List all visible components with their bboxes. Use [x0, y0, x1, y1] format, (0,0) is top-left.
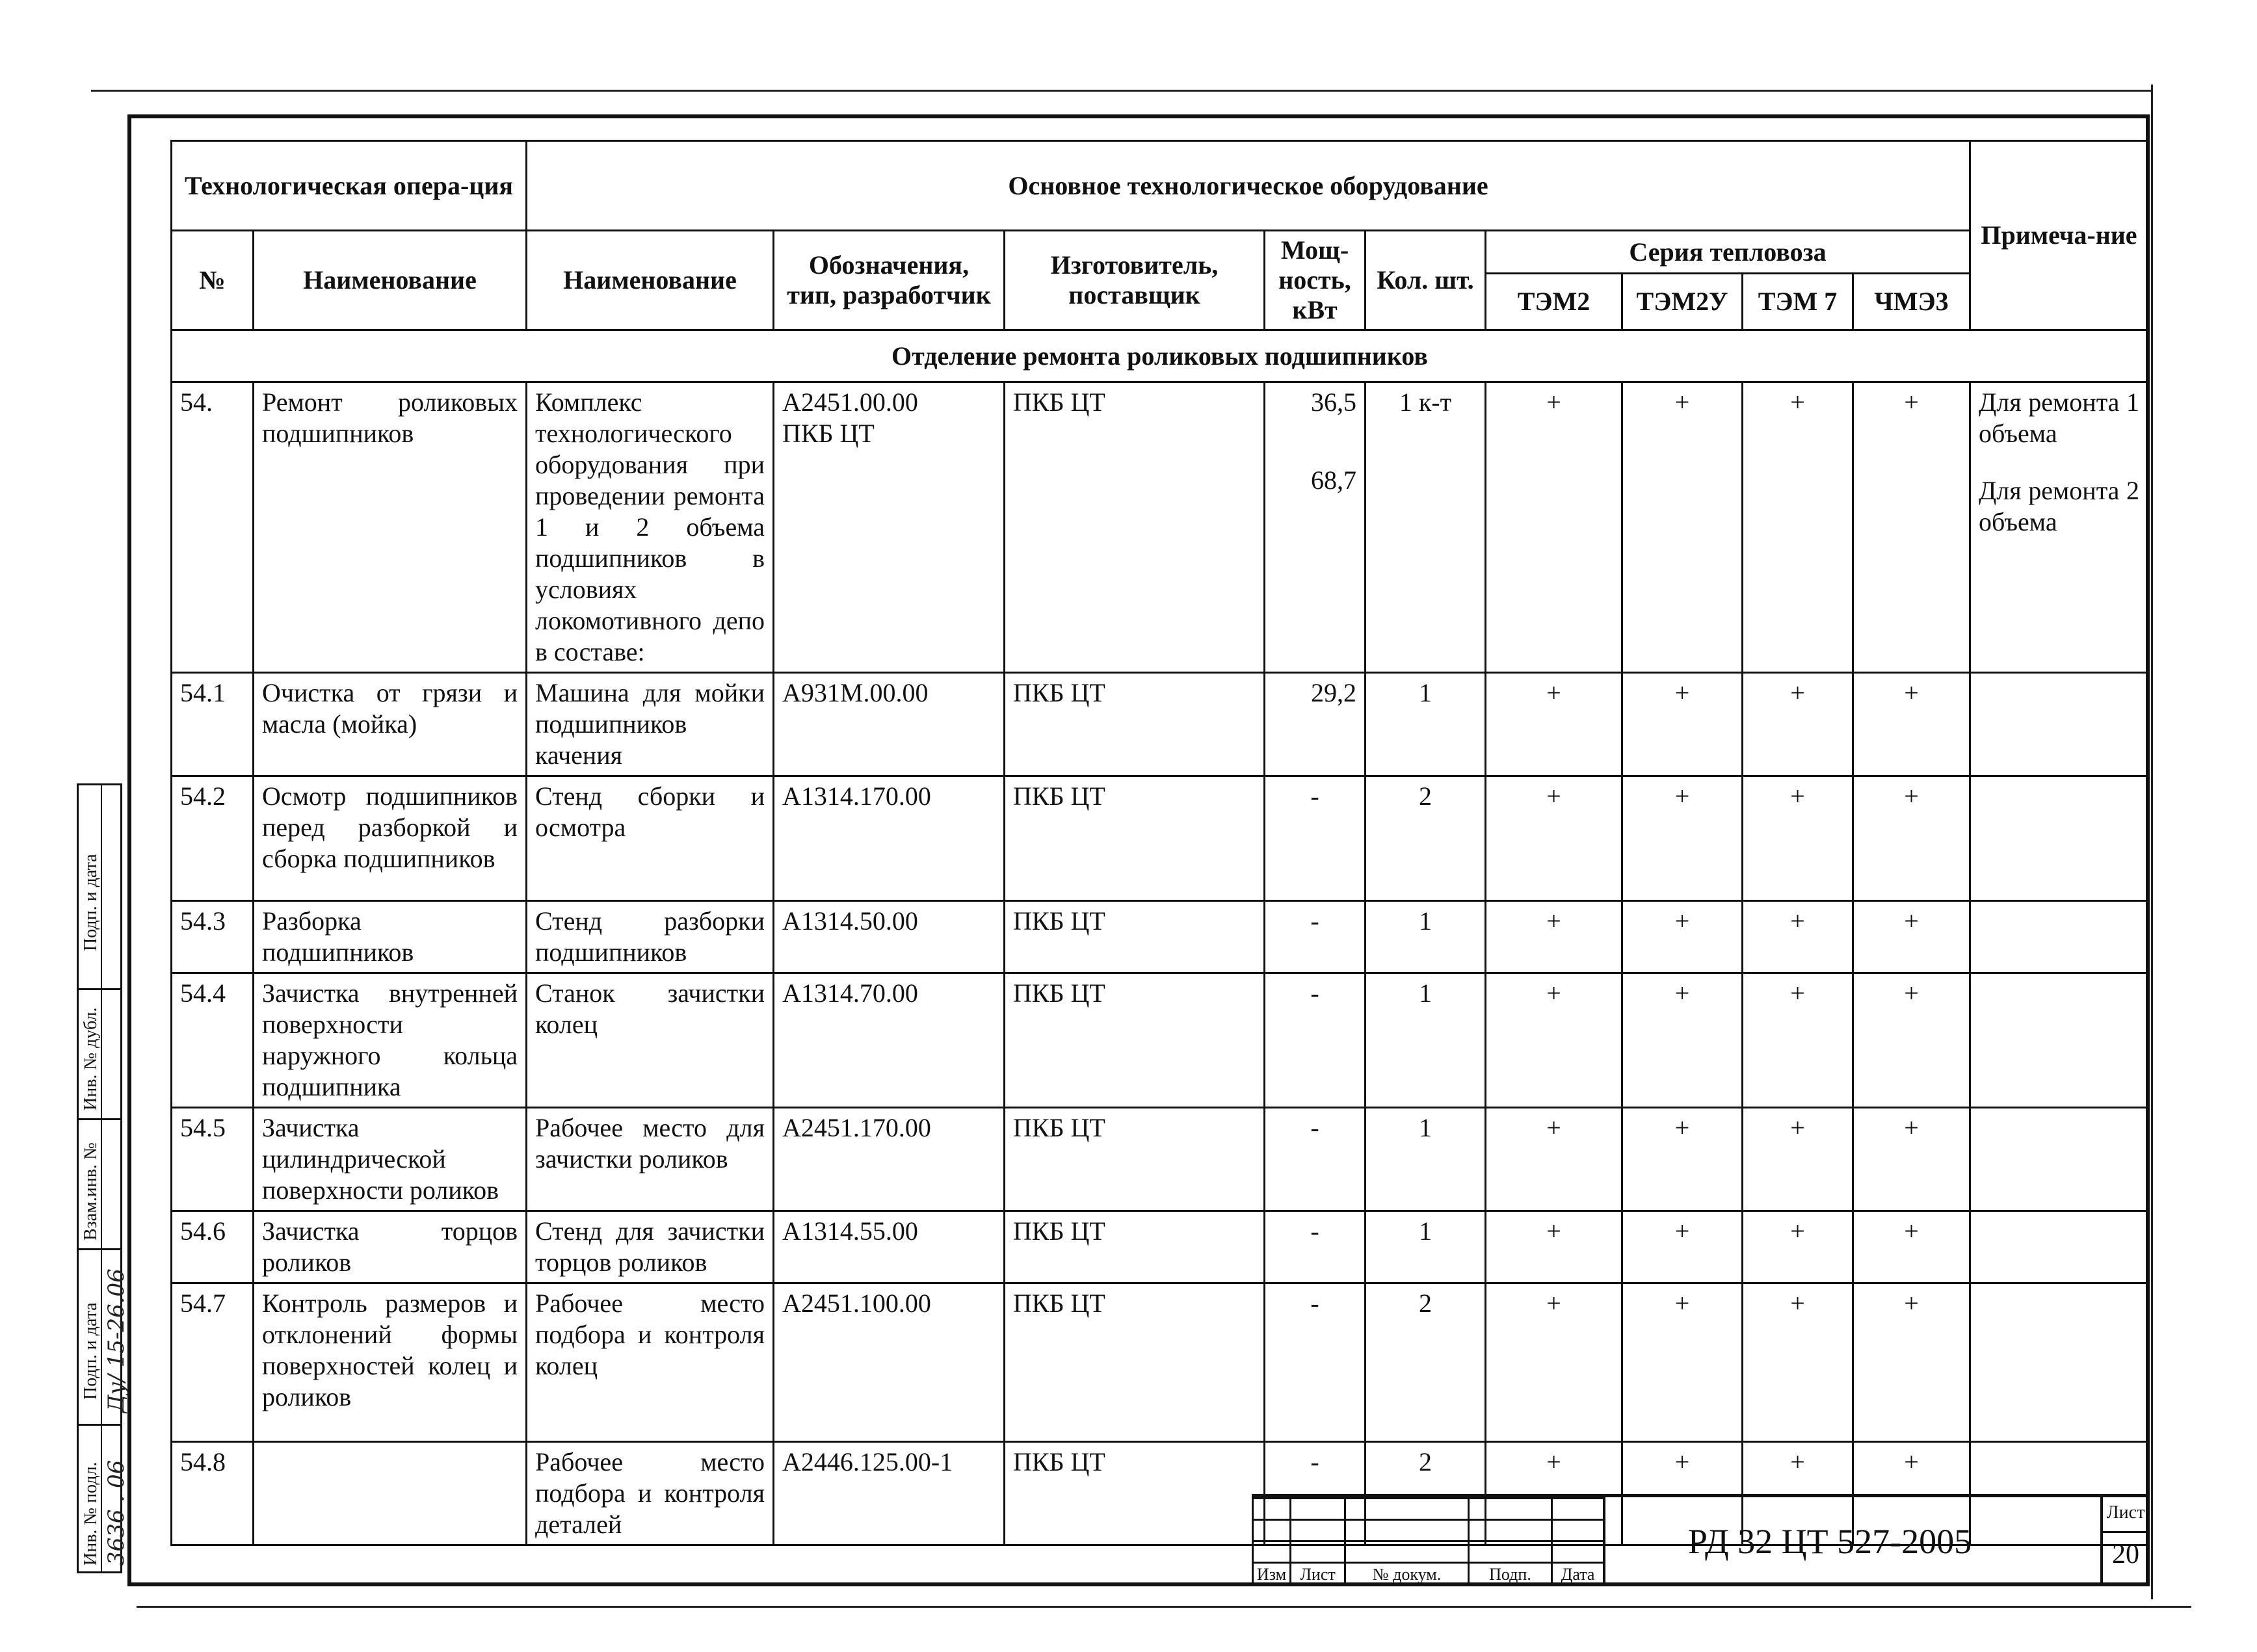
- row-qty: 1: [1366, 901, 1486, 973]
- row-operation: Осмотр подшипников перед разборкой и сборка подшипников: [254, 776, 527, 901]
- row-no: 54.2: [172, 776, 254, 901]
- header-designation: Обозначения, тип, разработчик: [774, 231, 1005, 330]
- row-maker: ПКБ ЦТ: [1005, 1211, 1265, 1283]
- row-qty: 2: [1366, 776, 1486, 901]
- row-maker: ПКБ ЦТ: [1005, 1442, 1265, 1545]
- row-series-3: +: [1743, 1442, 1853, 1545]
- row-series-3: +: [1743, 673, 1853, 776]
- row-note: [1970, 382, 2148, 673]
- side-cell-podp-data-2: [79, 785, 120, 990]
- row-operation: Очистка от грязи и масла (мойка): [254, 673, 527, 776]
- table-row: [172, 382, 2148, 673]
- row-series-3: +: [1743, 973, 1853, 1108]
- row-no: 54.1: [172, 673, 254, 776]
- header-series-4: ЧМЭ3: [1853, 274, 1970, 330]
- sheet-divider: [2103, 1531, 2148, 1533]
- row-no: 54.6: [172, 1211, 254, 1283]
- side-label-inv-podl: Инв. № подл.: [81, 1462, 101, 1566]
- row-power: 29,2: [1265, 673, 1366, 776]
- row-equipment: Комплекс технологического оборудования при проведении ремонта 1 и 2 объема подшипников в условиях локомотивного депо в составе:: [527, 382, 774, 673]
- header-maker: Изготовитель, поставщик: [1005, 231, 1265, 330]
- row-series-4: +: [1853, 1442, 1970, 1545]
- row-series-1: +: [1486, 1442, 1622, 1545]
- table-row: [172, 901, 2148, 973]
- row-designation: [774, 382, 1005, 673]
- row-series-2: +: [1622, 973, 1743, 1108]
- row-power: -: [1265, 1108, 1366, 1211]
- row-note: [1970, 1211, 2148, 1283]
- row-operation: Разборка подшипников: [254, 901, 527, 973]
- row-series-2: +: [1622, 673, 1743, 776]
- row-designation: А1314.50.00: [774, 901, 1005, 973]
- row-note: [1970, 1108, 2148, 1211]
- side-cell-podp-data-1: [79, 1250, 129, 1426]
- table-row: [172, 1283, 2148, 1442]
- row-qty: 1: [1366, 673, 1486, 776]
- row-series-2: +: [1622, 1108, 1743, 1211]
- row-qty: 2: [1366, 1442, 1486, 1545]
- row-equipment: Стенд для зачистки торцов роликов: [527, 1211, 774, 1283]
- row-no: 54.3: [172, 901, 254, 973]
- row-note-2: Для ремонта 2 объема: [1979, 476, 2139, 536]
- row-qty: 1 к-т: [1366, 382, 1486, 673]
- row-note: [1970, 776, 2148, 901]
- row-operation: Ремонт роликовых подшипников: [254, 382, 527, 673]
- row-series-4: +: [1853, 1108, 1970, 1211]
- tb-label-izm: Изм: [1253, 1563, 1291, 1586]
- row-series-3: +: [1743, 1108, 1853, 1211]
- row-no: 54.: [172, 382, 254, 673]
- row-designation: А931М.00.00: [774, 673, 1005, 776]
- handwritten-signature-date: Ду/ 15-26.06: [103, 1268, 129, 1413]
- row-equipment: Стенд разборки подшипников: [527, 901, 774, 973]
- title-block: [1252, 1494, 2146, 1586]
- row-no: 54.5: [172, 1108, 254, 1211]
- row-designation: А1314.55.00: [774, 1211, 1005, 1283]
- row-series-1: +: [1486, 1108, 1622, 1211]
- table-row: [172, 973, 2148, 1108]
- row-series-3: +: [1743, 1283, 1853, 1442]
- row-no: 54.4: [172, 973, 254, 1108]
- row-series-3: +: [1743, 382, 1853, 673]
- row-equipment: Рабочее место подбора и контроля деталей: [527, 1442, 774, 1545]
- row-maker: ПКБ ЦТ: [1005, 1108, 1265, 1211]
- row-note-1: Для ремонта 1 объема: [1979, 387, 2139, 448]
- row-maker: ПКБ ЦТ: [1005, 673, 1265, 776]
- row-series-1: +: [1486, 382, 1622, 673]
- sheet-number: 20: [2112, 1540, 2139, 1569]
- row-operation: Зачистка торцов роликов: [254, 1211, 527, 1283]
- row-operation: Контроль размеров и отклонений формы поверхностей колец и роликов: [254, 1283, 527, 1442]
- tb-label-date: Дата: [1552, 1563, 1604, 1586]
- row-series-2: +: [1622, 776, 1743, 901]
- row-series-2: +: [1622, 1283, 1743, 1442]
- header-series: Серия тепловоза: [1486, 231, 1970, 274]
- row-note: [1970, 901, 2148, 973]
- sheet-box: [2100, 1497, 2148, 1586]
- row-series-2: +: [1622, 1211, 1743, 1283]
- row-series-3: +: [1743, 776, 1853, 901]
- row-operation: [254, 1442, 527, 1545]
- row-series-1: +: [1486, 901, 1622, 973]
- document-code: РД 32 ЦТ 527-2005: [1603, 1497, 2054, 1586]
- row-operation: Зачистка цилиндрической поверхности роликов: [254, 1108, 527, 1211]
- section-title: Отделение ремонта роликовых подшипников: [172, 330, 2148, 382]
- row-qty: 1: [1366, 1211, 1486, 1283]
- row-series-2: +: [1622, 382, 1743, 673]
- header-no: №: [172, 231, 254, 330]
- row-power: -: [1265, 1211, 1366, 1283]
- row-series-4: +: [1853, 382, 1970, 673]
- row-designation: А2451.170.00: [774, 1108, 1005, 1211]
- row-maker: ПКБ ЦТ: [1005, 1283, 1265, 1442]
- tb-label-list: Лист: [1291, 1563, 1345, 1586]
- header-series-2: ТЭМ2У: [1622, 274, 1743, 330]
- side-cell-vzam-inv: [79, 1120, 120, 1250]
- row-equipment: Рабочее место подбора и контроля колец: [527, 1283, 774, 1442]
- table-row: [172, 1211, 2148, 1283]
- row-series-1: +: [1486, 973, 1622, 1108]
- row-note: [1970, 973, 2148, 1108]
- header-notes: Примеча-ние: [1970, 141, 2148, 330]
- row-series-4: +: [1853, 673, 1970, 776]
- row-power-1: 36,5: [1311, 387, 1356, 417]
- row-series-1: +: [1486, 673, 1622, 776]
- side-cell-inv-podl: [79, 1426, 129, 1571]
- header-operation-name: Наименование: [254, 231, 527, 330]
- row-power-2: 68,7: [1311, 465, 1356, 495]
- table-row: [172, 1108, 2148, 1211]
- row-power: -: [1265, 1442, 1366, 1545]
- scan-edge-bottom: [137, 1606, 2191, 1608]
- scan-edge-top: [91, 90, 2152, 92]
- side-cell-inv-dubl: [79, 990, 120, 1120]
- sheet-label: Лист: [2106, 1502, 2145, 1523]
- side-label-inv-dubl: Инв. № дубл.: [81, 1007, 101, 1110]
- row-note: [1970, 673, 2148, 776]
- handwritten-inventory-number: 3636 . 06: [103, 1460, 129, 1566]
- header-equipment-name: Наименование: [527, 231, 774, 330]
- revision-grid: [1252, 1497, 1605, 1586]
- header-series-3: ТЭМ 7: [1743, 274, 1853, 330]
- row-note: [1970, 1283, 2148, 1442]
- row-designation-developer: ПКБ ЦТ: [782, 419, 875, 448]
- row-equipment: Машина для мойки подшипников качения: [527, 673, 774, 776]
- row-maker: ПКБ ЦТ: [1005, 973, 1265, 1108]
- side-label-podp-data-2: Подп. и дата: [81, 854, 101, 951]
- row-qty: 1: [1366, 973, 1486, 1108]
- row-qty: 2: [1366, 1283, 1486, 1442]
- row-maker: ПКБ ЦТ: [1005, 901, 1265, 973]
- row-series-4: +: [1853, 1283, 1970, 1442]
- row-designation: А2451.100.00: [774, 1283, 1005, 1442]
- header-power: Мощ-ность, кВт: [1265, 231, 1366, 330]
- row-designation-code: А2451.00.00: [782, 387, 918, 417]
- row-power: -: [1265, 776, 1366, 901]
- table-row: [172, 776, 2148, 901]
- row-series-4: +: [1853, 776, 1970, 901]
- tb-label-podp: Подп.: [1469, 1563, 1552, 1586]
- row-qty: 1: [1366, 1108, 1486, 1211]
- row-designation: А2446.125.00-1: [774, 1442, 1005, 1545]
- row-no: 54.7: [172, 1283, 254, 1442]
- row-no: 54.8: [172, 1442, 254, 1545]
- row-series-3: +: [1743, 1211, 1853, 1283]
- row-series-2: +: [1622, 1442, 1743, 1545]
- scan-edge-right: [2151, 85, 2153, 1599]
- header-main-equipment: Основное технологическое оборудование: [527, 141, 1970, 231]
- header-tech-operation: Технологическая опера-ция: [172, 141, 527, 231]
- row-maker: ПКБ ЦТ: [1005, 776, 1265, 901]
- row-power: -: [1265, 973, 1366, 1108]
- row-equipment: Станок зачистки колец: [527, 973, 774, 1108]
- row-series-1: +: [1486, 1283, 1622, 1442]
- row-series-3: +: [1743, 901, 1853, 973]
- side-stamp: [77, 783, 129, 1573]
- row-series-2: +: [1622, 901, 1743, 973]
- row-maker: ПКБ ЦТ: [1005, 382, 1265, 673]
- side-label-vzam-inv: Взам.инв. №: [81, 1142, 101, 1240]
- equipment-table: [170, 140, 2149, 1546]
- row-power: -: [1265, 1283, 1366, 1442]
- tb-label-doc: № докум.: [1345, 1563, 1469, 1586]
- row-designation: А1314.70.00: [774, 973, 1005, 1108]
- row-series-4: +: [1853, 973, 1970, 1108]
- row-power: [1265, 382, 1366, 673]
- row-series-4: +: [1853, 901, 1970, 973]
- row-operation: Зачистка внутренней поверхности наружного кольца подшипника: [254, 973, 527, 1108]
- row-series-1: +: [1486, 776, 1622, 901]
- row-series-1: +: [1486, 1211, 1622, 1283]
- row-power: -: [1265, 901, 1366, 973]
- header-qty: Кол. шт.: [1366, 231, 1486, 330]
- row-series-4: +: [1853, 1211, 1970, 1283]
- row-equipment: Стенд сборки и осмотра: [527, 776, 774, 901]
- row-designation: А1314.170.00: [774, 776, 1005, 901]
- table-row: [172, 673, 2148, 776]
- side-label-podp-data-1: Подп. и дата: [81, 1302, 101, 1400]
- header-series-1: ТЭМ2: [1486, 274, 1622, 330]
- row-equipment: Рабочее место для зачистки роликов: [527, 1108, 774, 1211]
